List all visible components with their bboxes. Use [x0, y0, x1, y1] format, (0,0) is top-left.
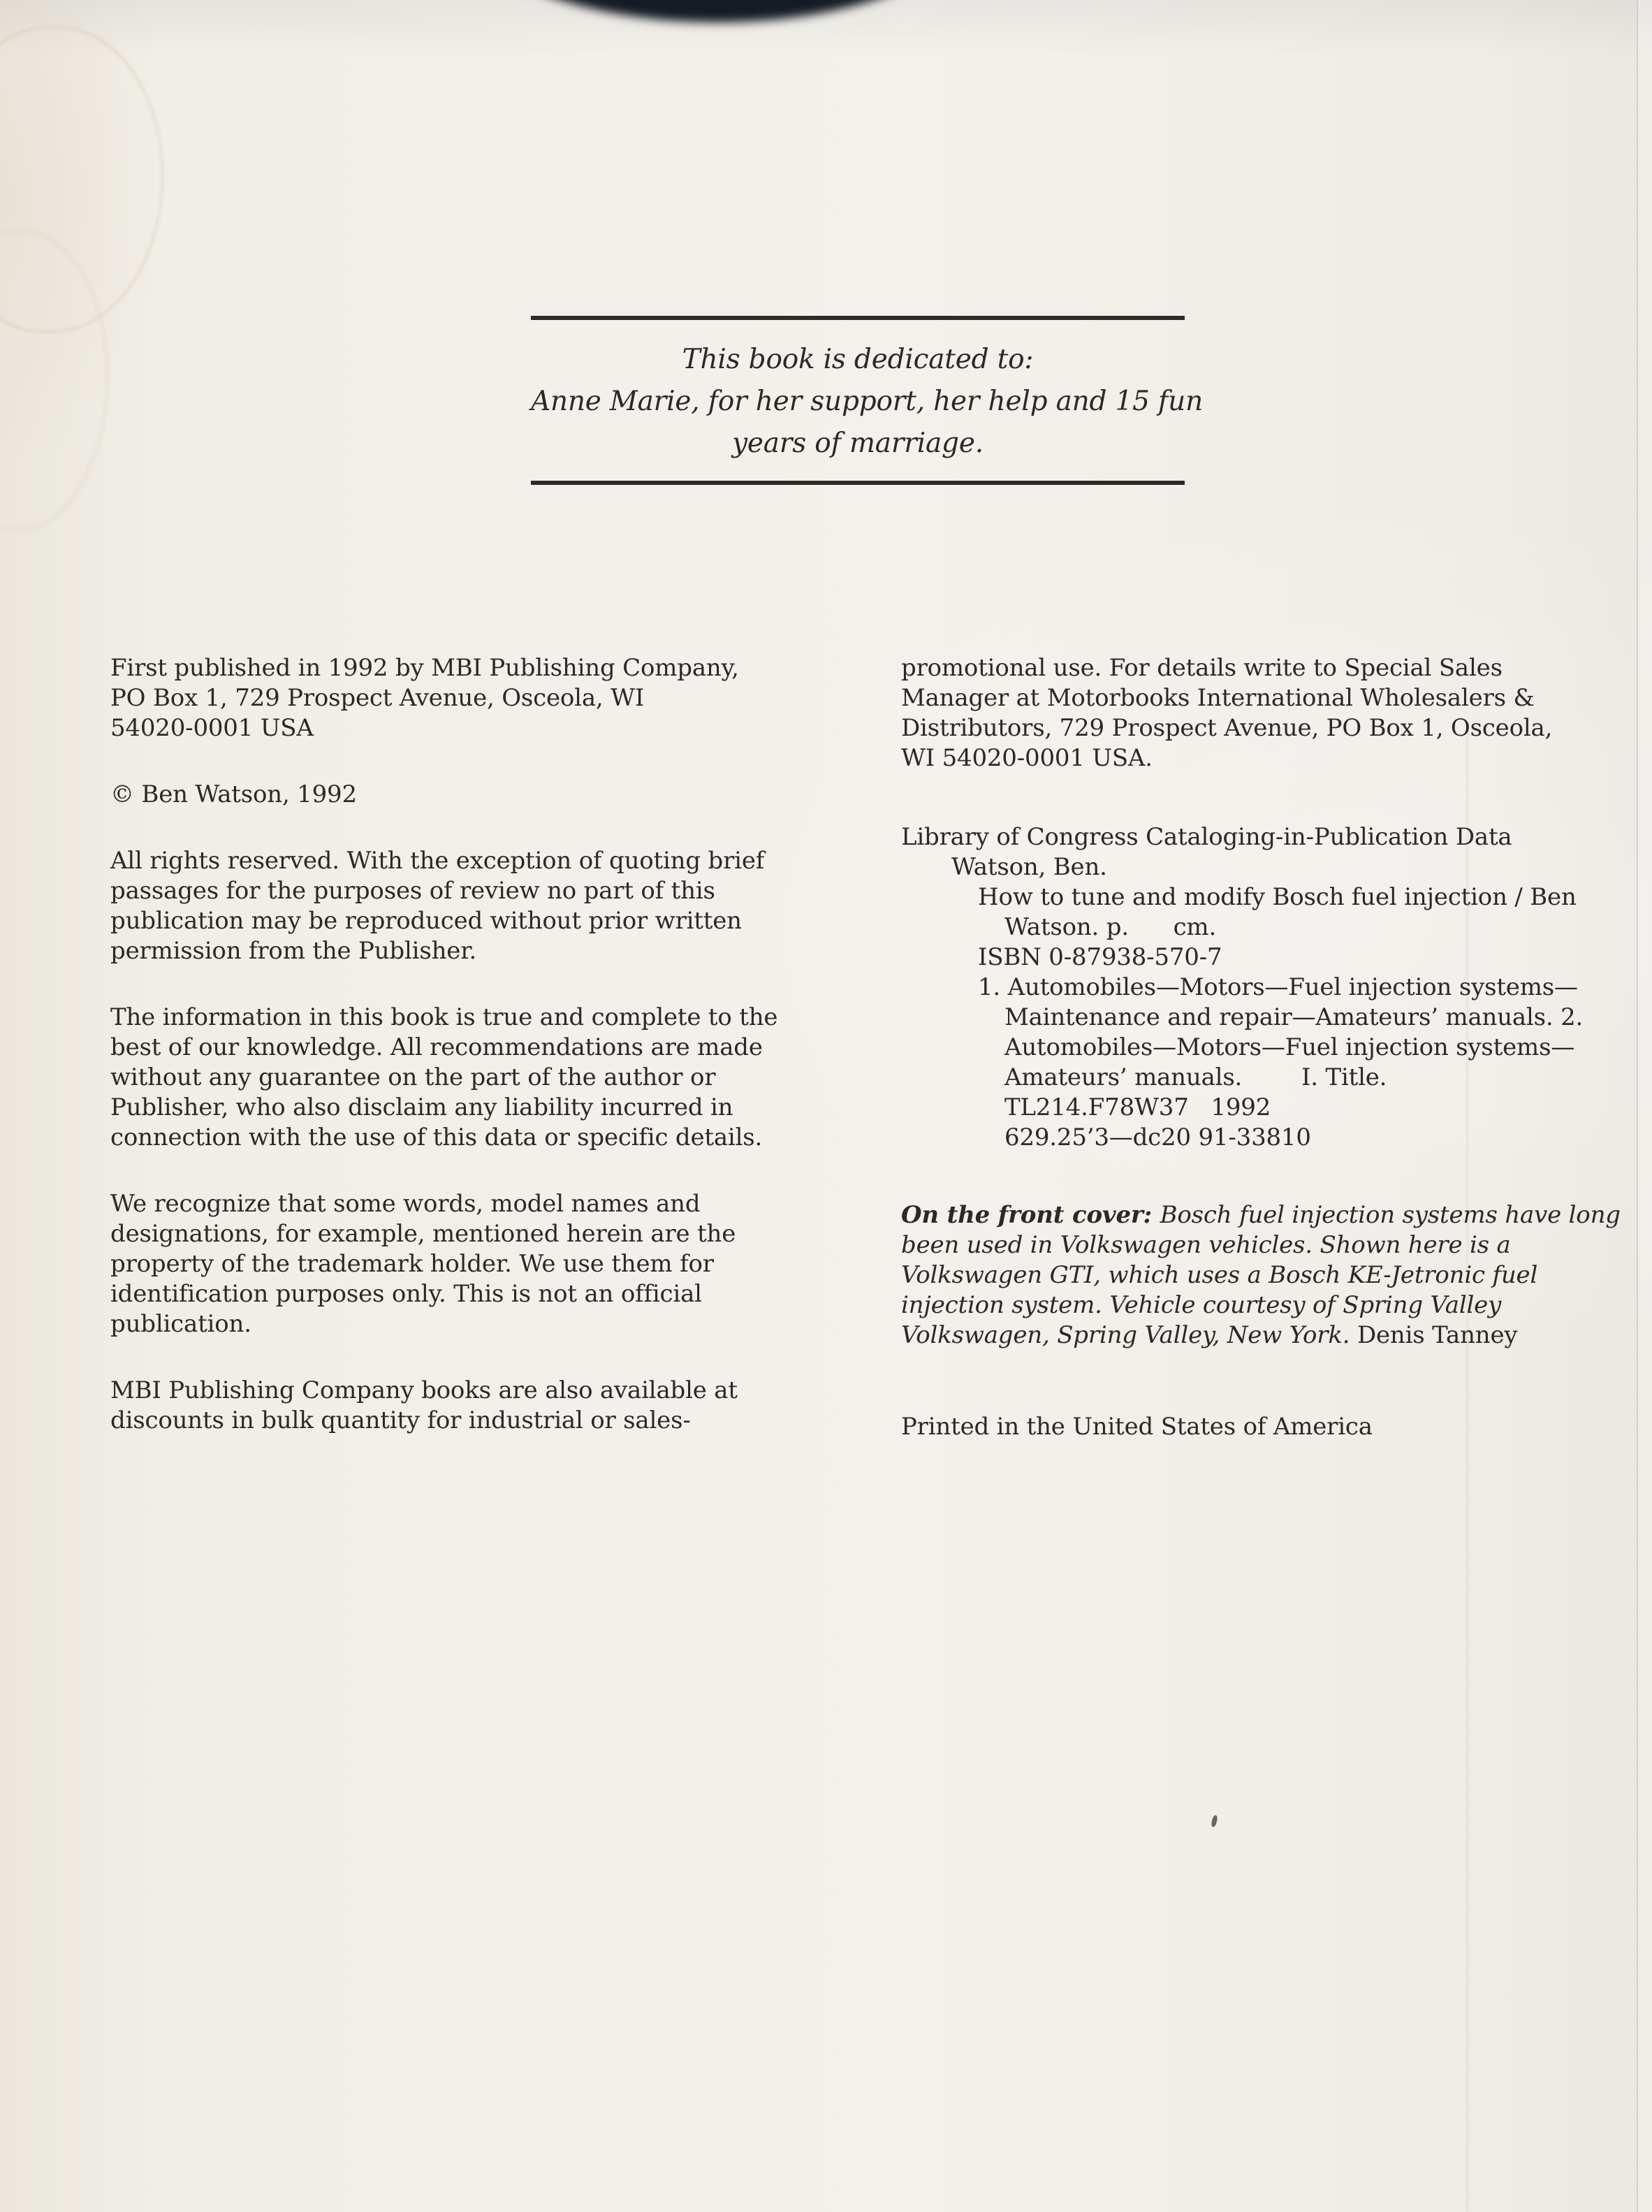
library-of-congress-block: [901, 822, 1624, 1153]
text-line: We recognize that some words, model names and: [110, 1190, 701, 1218]
text-line: How to tune and modify Bosch fuel injection / Ben: [978, 883, 1577, 911]
printed-in-line: [901, 1412, 1624, 1442]
text-line: WI 54020-0001 USA.: [901, 744, 1153, 772]
front-cover-note: [901, 1200, 1624, 1351]
front-cover-label: On the front cover:: [901, 1201, 1160, 1229]
text-line: Maintenance and repair—Amateurs’ manuals. 2.: [1004, 1003, 1584, 1031]
text-line: 629.25’3—dc20 91-33810: [1004, 1123, 1311, 1151]
trademark-paragraph: [110, 1189, 816, 1339]
text-line: 54020-0001 USA: [110, 714, 314, 742]
promotional-paragraph: [901, 653, 1624, 773]
paper-stain-top-left: [0, 27, 163, 333]
dedication-rule-bottom: [531, 481, 1185, 485]
text-line: identification purposes only. This is not an official: [110, 1280, 702, 1308]
text-line: Library of Congress Cataloging-in-Publication Data: [901, 823, 1512, 851]
text-line: designations, for example, mentioned herein are the: [110, 1220, 736, 1248]
copyright-line: [110, 780, 816, 810]
text-line: All rights reserved. With the exception of quoting brief: [110, 847, 765, 875]
text-line: TL214.F78W37 1992: [1004, 1093, 1271, 1121]
dedication-text: [531, 320, 1203, 481]
text-line: Distributors, 729 Prospect Avenue, PO Box 1, Osceola,: [901, 714, 1553, 742]
text-line: 1. Automobiles—Motors—Fuel injection systems—: [978, 973, 1578, 1001]
front-cover-photo-credit: Denis Tanney: [1357, 1321, 1518, 1349]
text-line: PO Box 1, 729 Prospect Avenue, Osceola, WI: [110, 684, 645, 712]
imprint-paragraph: [110, 653, 816, 743]
ink-speck: [1211, 1814, 1218, 1827]
text-line: Manager at Motorbooks International Wholesalers &: [901, 684, 1535, 712]
text-line: First published in 1992 by MBI Publishing Company,: [110, 654, 739, 682]
text-line: Amateurs’ manuals. I. Title.: [1004, 1063, 1387, 1091]
text-line: publication.: [110, 1310, 251, 1338]
text-line: This book is dedicated to:: [682, 344, 1034, 375]
text-line: property of the trademark holder. We use them for: [110, 1250, 714, 1278]
text-line: years of marriage.: [732, 428, 984, 459]
text-line: Watson, Ben.: [951, 853, 1107, 881]
text-line: Automobiles—Motors—Fuel injection systems—: [1004, 1033, 1575, 1061]
text-line: The information in this book is true and complete to the: [110, 1003, 778, 1031]
right-column: [901, 653, 1624, 1478]
text-line: best of our knowledge. All recommendations are made: [110, 1033, 763, 1061]
paper-stain-left: [0, 231, 108, 531]
text-line: discounts in bulk quantity for industrial or sales-: [110, 1406, 691, 1434]
rights-paragraph: [110, 846, 816, 966]
text-line: ISBN 0-87938-570-7: [978, 943, 1222, 971]
text-line: permission from the Publisher.: [110, 937, 477, 965]
bulk-sales-paragraph: [110, 1376, 816, 1436]
text-line: © Ben Watson, 1992: [110, 780, 357, 808]
text-line: connection with the use of this data or specific details.: [110, 1123, 763, 1151]
book-spine-shadow: [463, 0, 972, 22]
dedication-block: [531, 316, 1203, 485]
page-right-edge: [1637, 0, 1652, 2212]
text-line: without any guarantee on the part of the author or: [110, 1063, 716, 1091]
text-line: passages for the purposes of review no part of this: [110, 877, 715, 905]
text-line: Watson. p. cm.: [1004, 913, 1217, 941]
text-line: Publisher, who also disclaim any liability incurred in: [110, 1093, 733, 1121]
text-line: promotional use. For details write to Special Sales: [901, 654, 1503, 682]
left-column: [110, 653, 816, 1472]
text-line: Anne Marie, for her support, her help and 15 fun: [531, 386, 1203, 417]
text-line: publication may be reproduced without prior written: [110, 907, 742, 935]
front-cover-description: Bosch fuel injection systems have long been used in Volkswagen vehicles. Shown here is a Volkswagen GTI, which uses a Bosch KE-Jetronic fuel injection system. Vehicle courtesy of Spring Valley Volkswagen, Spring Valley, New York.: [901, 1201, 1621, 1349]
text-line: MBI Publishing Company books are also available at: [110, 1376, 738, 1404]
text-line: Printed in the United States of America: [901, 1413, 1373, 1441]
disclaimer-paragraph: [110, 1003, 816, 1153]
